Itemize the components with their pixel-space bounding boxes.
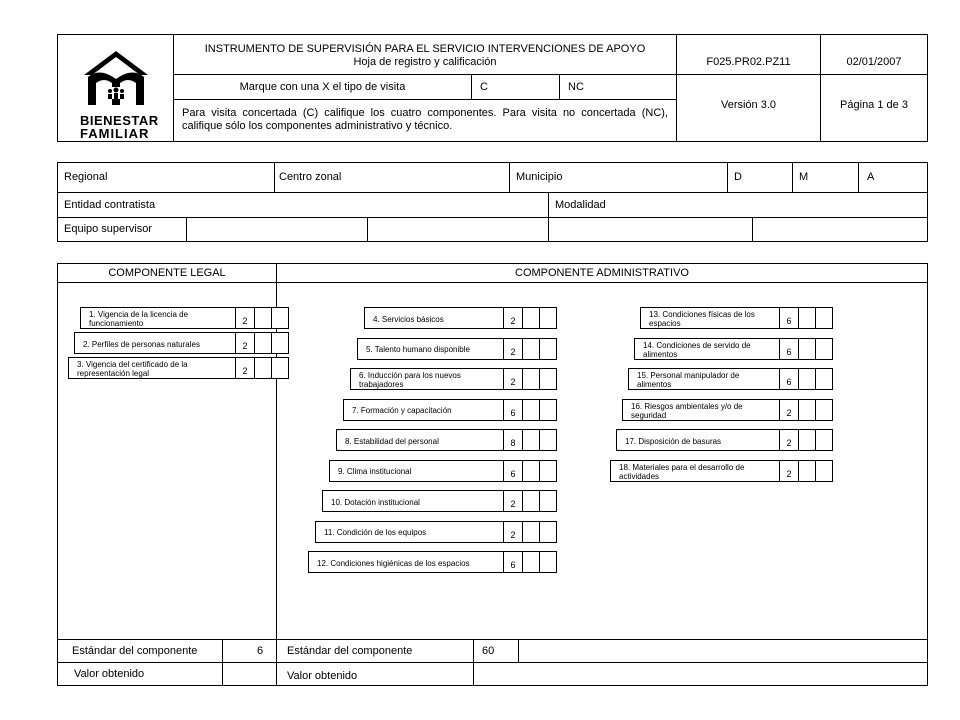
- admin-a-item-label: 10. Dotación institucional: [322, 490, 504, 512]
- admin-b-item-label: 13. Condiciones físicas de los espacios: [640, 307, 780, 329]
- legal-standard-value: 6: [257, 645, 264, 657]
- admin-a-item-check-1[interactable]: [522, 490, 540, 512]
- admin-b-item-score: 6: [779, 368, 799, 390]
- admin-a-item-check-2[interactable]: [539, 368, 557, 390]
- admin-b-item-check-1[interactable]: [798, 429, 816, 451]
- legal-item-check-1[interactable]: [254, 332, 272, 354]
- admin-b-item-label: 17. Disposición de basuras: [616, 429, 780, 451]
- legal-item-check-1[interactable]: [254, 307, 272, 329]
- admin-a-item-score: 6: [503, 399, 523, 421]
- legal-item-check-1[interactable]: [254, 357, 272, 379]
- admin-b-item-check-2[interactable]: [815, 429, 833, 451]
- legal-item-check-2[interactable]: [271, 357, 289, 379]
- admin-b-item-check-2[interactable]: [815, 399, 833, 421]
- admin-b-item-score: 6: [779, 307, 799, 329]
- form-date: [820, 34, 928, 75]
- equipo-field-4[interactable]: [752, 217, 928, 242]
- visit-nc-field[interactable]: [559, 74, 677, 100]
- admin-a-item-check-2[interactable]: [539, 399, 557, 421]
- form-title: INSTRUMENTO DE SUPERVISIÓN PARA EL SERVICIO INTERVENCIONES DE APOYO: [204, 43, 646, 55]
- admin-a-item-label: 8. Estabilidad del personal: [336, 429, 504, 451]
- admin-b-item-check-2[interactable]: [815, 460, 833, 482]
- visit-c-field[interactable]: [471, 74, 560, 100]
- page-cell: [820, 74, 928, 142]
- admin-b-item-check-2[interactable]: [815, 338, 833, 360]
- admin-a-item-score: 2: [503, 490, 523, 512]
- legal-obtained-label: Valor obtenido: [74, 668, 145, 680]
- admin-b-item-label: 18. Materiales para el desarrollo de actividades: [610, 460, 780, 482]
- admin-a-item-check-1[interactable]: [522, 429, 540, 451]
- admin-a-item-score: 8: [503, 429, 523, 451]
- municipio-label: Municipio: [516, 171, 563, 183]
- admin-a-item-check-1[interactable]: [522, 521, 540, 543]
- legal-item-score: 2: [235, 332, 255, 354]
- admin-header-text: COMPONENTE ADMINISTRATIVO: [515, 267, 689, 279]
- admin-b-item-label: 16. Riesgos ambientales y/o de seguridad: [622, 399, 780, 421]
- legal-item-check-2[interactable]: [271, 307, 289, 329]
- version-cell: [676, 74, 821, 142]
- legal-standard-label-cell: [57, 639, 223, 663]
- admin-a-item-check-2[interactable]: [539, 551, 557, 573]
- admin-b-item-check-2[interactable]: [815, 368, 833, 390]
- legal-header-text: COMPONENTE LEGAL: [108, 267, 226, 279]
- legal-item-check-2[interactable]: [271, 332, 289, 354]
- admin-a-item-check-2[interactable]: [539, 521, 557, 543]
- admin-a-item-check-1[interactable]: [522, 551, 540, 573]
- admin-a-item-check-2[interactable]: [539, 490, 557, 512]
- admin-standard-value: 60: [482, 645, 495, 657]
- admin-b-item-check-1[interactable]: [798, 399, 816, 421]
- admin-a-item-check-1[interactable]: [522, 307, 540, 329]
- instructions-cell: [173, 99, 677, 142]
- legal-item-label: 3. Vigencia del certificado de la representación legal: [68, 357, 236, 379]
- admin-a-item-check-2[interactable]: [539, 429, 557, 451]
- form-code: [676, 34, 821, 75]
- admin-a-item-score: 2: [503, 338, 523, 360]
- month-field[interactable]: [792, 162, 859, 193]
- modalidad-field[interactable]: [548, 192, 928, 218]
- bienestar-familiar-logo-icon: [76, 47, 156, 117]
- form-date-text: 02/01/2007: [846, 56, 902, 68]
- entidad-label: Entidad contratista: [64, 199, 156, 211]
- admin-header: [276, 263, 928, 283]
- equipo-field-2[interactable]: [367, 217, 549, 242]
- admin-a-item-score: 6: [503, 460, 523, 482]
- admin-b-item-score: 6: [779, 338, 799, 360]
- admin-a-item-label: 7. Formación y capacitación: [343, 399, 504, 421]
- admin-a-item-check-1[interactable]: [522, 399, 540, 421]
- entidad-field[interactable]: [57, 192, 549, 218]
- centro-zonal-label: Centro zonal: [279, 171, 342, 183]
- admin-b-item-score: 2: [779, 399, 799, 421]
- admin-obtained-label-cell: [276, 662, 474, 686]
- admin-b-item-check-2[interactable]: [815, 307, 833, 329]
- admin-a-item-check-2[interactable]: [539, 338, 557, 360]
- legal-item-label: 1. Vigencia de la licencia de funcionamiento: [80, 307, 236, 329]
- admin-a-item-label: 12. Condiciones higiénicas de los espacios: [308, 551, 504, 573]
- admin-b-item-check-1[interactable]: [798, 338, 816, 360]
- admin-a-item-label: 9. Clima institucional: [329, 460, 504, 482]
- logo-cell: [57, 34, 174, 142]
- admin-b-item-check-1[interactable]: [798, 307, 816, 329]
- legal-obtained-value-field[interactable]: [222, 662, 277, 686]
- equipo-label-cell: [57, 217, 187, 242]
- admin-standard-label: Estándar del componente: [287, 645, 413, 657]
- admin-a-item-score: 6: [503, 551, 523, 573]
- admin-a-item-check-1[interactable]: [522, 338, 540, 360]
- admin-a-item-check-2[interactable]: [539, 307, 557, 329]
- admin-b-item-score: 2: [779, 460, 799, 482]
- admin-obtained-label: Valor obtenido: [287, 670, 358, 682]
- centro-zonal-field[interactable]: [274, 162, 510, 193]
- equipo-field-1[interactable]: [186, 217, 368, 242]
- logo-text-1: BIENESTAR: [80, 113, 159, 128]
- form-subtitle: Hoja de registro y calificación: [353, 56, 497, 68]
- visit-c-label: C: [480, 81, 488, 93]
- year-field[interactable]: [858, 162, 928, 193]
- modalidad-label: Modalidad: [555, 199, 606, 211]
- visit-prompt-text: Marque con una X el tipo de visita: [239, 81, 406, 93]
- admin-obtained-value-field[interactable]: [473, 662, 928, 686]
- day-label: D: [734, 171, 742, 183]
- admin-b-item-label: 15. Personal manipulador de alimentos: [628, 368, 780, 390]
- day-field[interactable]: [727, 162, 793, 193]
- month-label: M: [799, 171, 809, 183]
- regional-label: Regional: [64, 171, 108, 183]
- form-code-text: F025.PR02.PZ11: [706, 56, 791, 68]
- admin-a-item-score: 2: [503, 307, 523, 329]
- admin-b-item-score: 2: [779, 429, 799, 451]
- admin-a-item-label: 5. Talento humano disponible: [357, 338, 504, 360]
- visit-prompt: [173, 74, 472, 100]
- legal-item-label: 2. Perfiles de personas naturales: [74, 332, 236, 354]
- instructions-text: Para visita concertada (C) califique los cuatro componentes. Para visita no concertada (NC), califique sólo los componentes administrativo y técnico.: [182, 107, 668, 132]
- legal-header: [57, 263, 277, 283]
- page-number-text: Página 1 de 3: [840, 99, 908, 111]
- admin-standard-label-cell: [276, 639, 474, 663]
- legal-standard-value-cell: [222, 639, 277, 663]
- legal-obtained-label-cell: [57, 662, 223, 686]
- logo-text-2: FAMILIAR: [80, 126, 150, 141]
- year-label: A: [867, 171, 875, 183]
- admin-b-item-label: 14. Condiciones de servido de alimentos: [634, 338, 780, 360]
- legal-item-score: 2: [235, 357, 255, 379]
- legal-item-score: 2: [235, 307, 255, 329]
- admin-a-item-check-1[interactable]: [522, 368, 540, 390]
- regional-field[interactable]: [57, 162, 275, 193]
- admin-b-item-check-1[interactable]: [798, 368, 816, 390]
- visit-nc-label: NC: [568, 81, 584, 93]
- legal-standard-label: Estándar del componente: [72, 645, 198, 657]
- title-cell: [173, 34, 677, 75]
- admin-a-item-check-2[interactable]: [539, 460, 557, 482]
- admin-a-item-check-1[interactable]: [522, 460, 540, 482]
- admin-a-item-label: 11. Condición de los equipos: [315, 521, 504, 543]
- municipio-field[interactable]: [509, 162, 728, 193]
- equipo-label: Equipo supervisor: [64, 223, 153, 235]
- admin-a-item-label: 4. Servicios básicos: [364, 307, 504, 329]
- admin-a-item-score: 2: [503, 521, 523, 543]
- admin-b-item-check-1[interactable]: [798, 460, 816, 482]
- admin-standard-blank: [518, 639, 928, 663]
- version-text: Versión 3.0: [720, 99, 777, 111]
- admin-a-item-score: 2: [503, 368, 523, 390]
- admin-standard-value-cell: [473, 639, 519, 663]
- equipo-field-3[interactable]: [548, 217, 753, 242]
- admin-a-item-label: 6. Inducción para los nuevos trabajadores: [350, 368, 504, 390]
